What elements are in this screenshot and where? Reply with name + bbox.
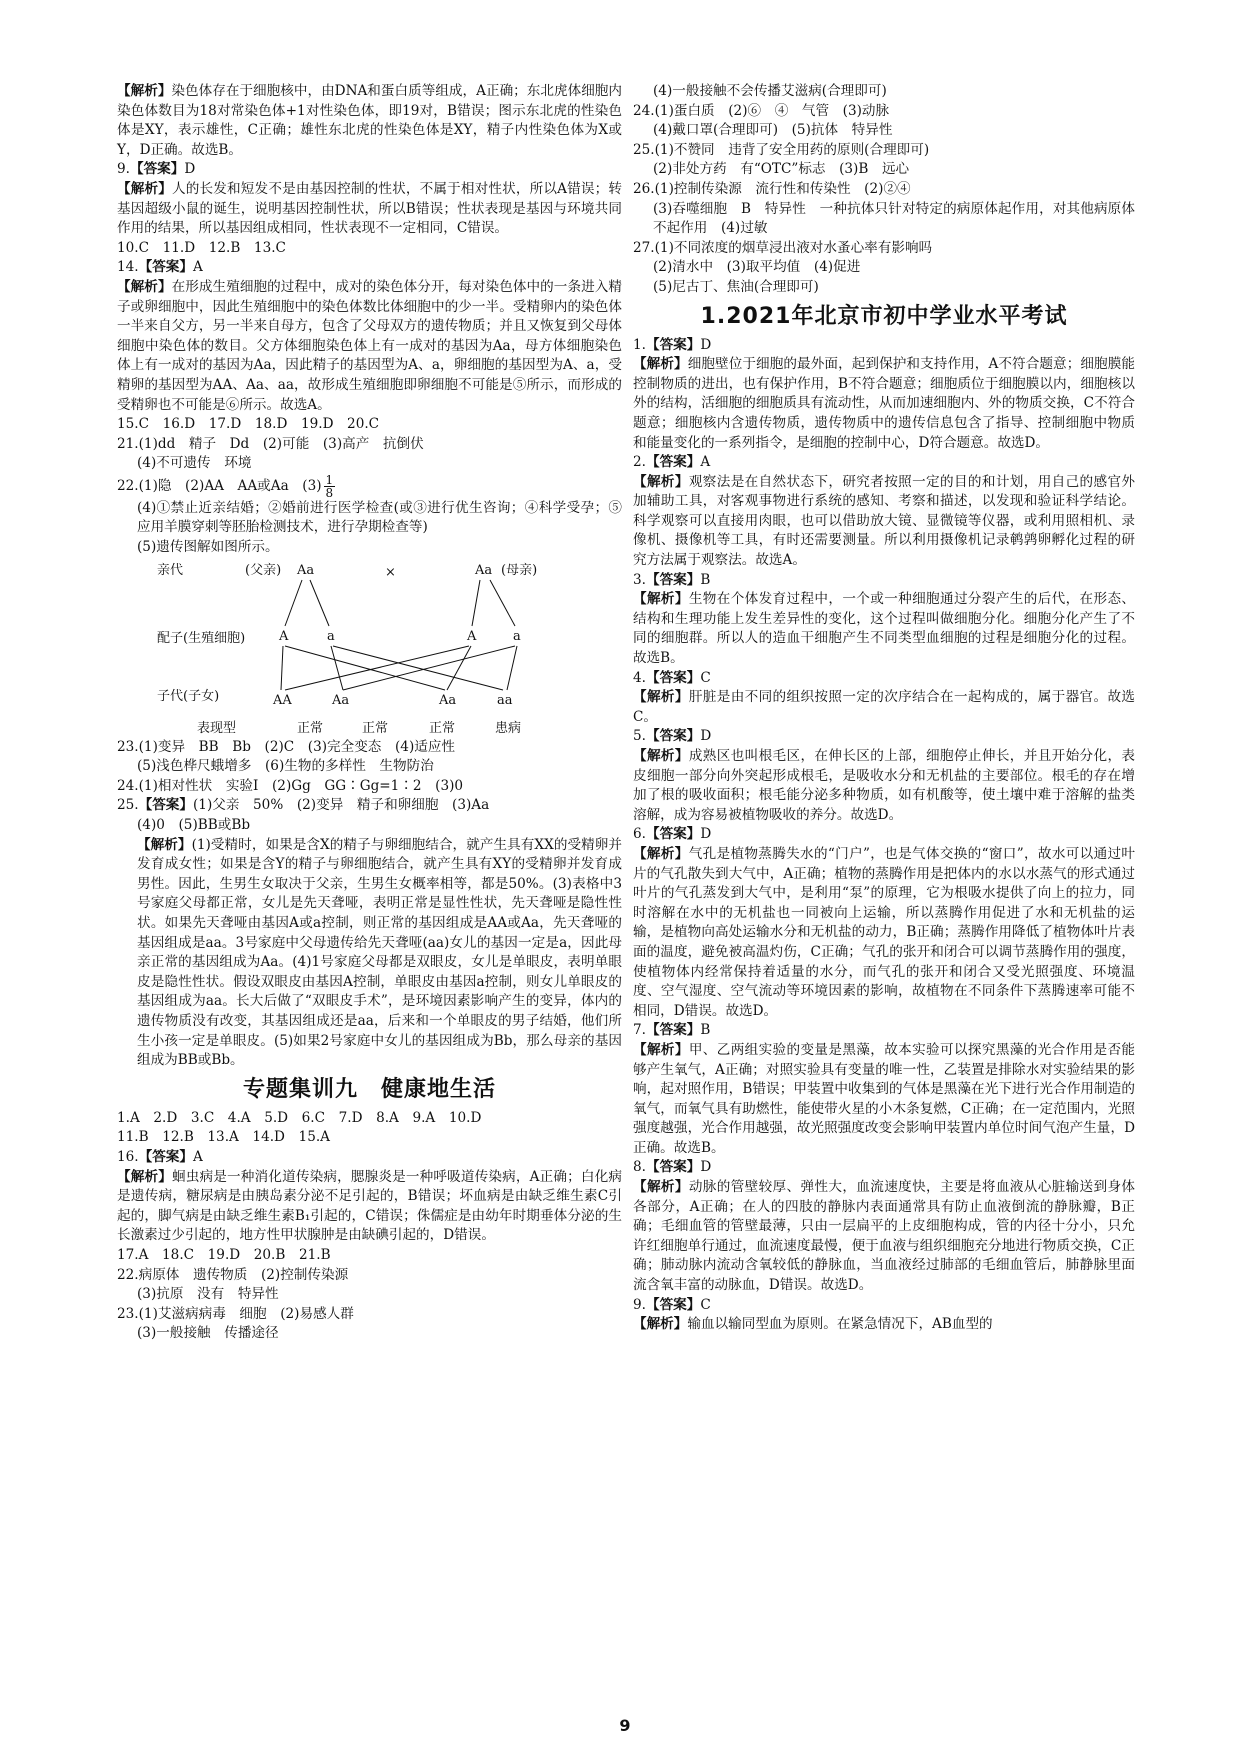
parents-label: 亲代 bbox=[157, 562, 184, 578]
q8-analysis-block bbox=[117, 82, 622, 160]
q14-analysis-block bbox=[117, 278, 622, 415]
r-q26-line2: (3)吞噬细胞 B 特异性 一种抗体只针对特定的病原体起作用，对其他病原体不起作用 (4)过敏 bbox=[653, 200, 1135, 237]
q25-answer-block: 25.【答案】(1)父亲 50% (2)变异 精子和卵细胞 (3)Aa bbox=[117, 797, 490, 814]
q8r-analysis-block bbox=[633, 1178, 1135, 1296]
analysis-tag: 【解析】 bbox=[633, 689, 689, 706]
q8-answer-block: 8.【答案】D bbox=[633, 1159, 712, 1176]
answer-tag: 【答案】 bbox=[129, 161, 185, 178]
r-q27-line3: (5)尼古丁、焦油(合理即可) bbox=[653, 278, 819, 295]
answer-tag: 【答案】 bbox=[645, 826, 701, 843]
q5-answer: D bbox=[700, 728, 712, 745]
q5-analysis-block bbox=[633, 747, 1135, 825]
analysis-tag: 【解析】 bbox=[633, 356, 688, 373]
s9-q23-line1: 23.(1)艾滋病病毒 细胞 (2)易感人群 bbox=[117, 1305, 354, 1322]
arrow-line bbox=[285, 580, 302, 626]
q8r-analysis: 动脉的管壁较厚、弹性大，血流速度快，主要是将血液从心脏输送到身体各部分，A正确；在人的四肢的静脉内表面通常具有防止血液倒流的静脉瓣，B正确；毛细血管的管壁最薄，只由一层扁平的上皮细胞构成，管的内径十分小，只允许红细胞单行通过，血流速度最慢，便于血液与组织细胞充分地进行物质交换，C正确；肺动脉内流动含氧较低的静脉血，当血液经过肺部的毛细血管后，肺静脉里面流含氧丰富的动脉血，D错误。故选D。 bbox=[633, 1179, 1136, 1294]
q1-answer: D bbox=[700, 336, 712, 353]
gamete-a3: A bbox=[467, 628, 477, 644]
q1-analysis: 细胞壁位于细胞的最外面，起到保护和支持作用，A不符合题意；细胞膜能控制物质的进出，也有保护作用，B不符合题意；细胞质位于细胞膜以内，细胞核以外的结构，活细胞的细胞质具有流动性，从而加速细胞内、外的物质交换，C不符合题意；细胞核内含遗传物质，遗传物质中的遗传信息包含了指导、控制细胞中物质和能量变化的一系列指令，是细胞的控制中心，D符合题意。故选D。 bbox=[633, 356, 1135, 451]
q22-line1: 22.(1)隐 (2)AA AA或Aa (3) bbox=[117, 477, 322, 494]
analysis-tag: 【解析】 bbox=[633, 845, 689, 862]
r-q27-line2: (2)清水中 (3)取平均值 (4)促进 bbox=[653, 259, 861, 276]
answer-tag: 【答案】 bbox=[645, 454, 701, 471]
q3-answer-block: 3.【答案】B bbox=[633, 571, 711, 588]
q25-answer: (1)父亲 50% (2)变异 精子和卵细胞 (3)Aa bbox=[193, 797, 490, 814]
fraction-numerator: 1 bbox=[325, 472, 334, 487]
arrow-line bbox=[281, 646, 283, 690]
s9-answers-17-21: 17.A 18.C 19.D 20.B 21.B bbox=[117, 1246, 331, 1263]
section-title-exam: 1.2021年北京市初中学业水平考试 bbox=[700, 303, 1068, 329]
answer-tag: 【答案】 bbox=[138, 797, 193, 814]
q2-analysis: 观察法是在自然状态下，研究者按照一定的目的和计划，用自己的感官外加辅助工具，对客观事物进行系统的感知、考察和描述，以发现和验证科学结论。科学观察可以直接用肉眼，也可以借助放大镜、显微镜等仪器，或利用照相机、录像机、摄像机等工具，有时还需要测量。所以利用摄像机记录鹌鹑卵孵化过程的研究方法属于观察法。故选A。 bbox=[633, 473, 1136, 569]
analysis-tag: 【解析】 bbox=[633, 473, 689, 490]
arrow-line bbox=[507, 646, 517, 690]
q4-answer-block: 4.【答案】C bbox=[633, 669, 711, 686]
fraction-denominator: 8 bbox=[325, 485, 334, 500]
q7-answer: B bbox=[700, 1022, 711, 1039]
q9-answer: D bbox=[184, 161, 196, 178]
s9-q23-line2: (3)一般接触 传播途径 bbox=[137, 1325, 279, 1342]
phenotype-3: 正常 bbox=[429, 720, 456, 736]
analysis-tag: 【解析】 bbox=[137, 836, 192, 853]
arrow-line bbox=[331, 646, 343, 690]
q7-analysis: 甲、乙两组实验的变量是黑藻，故本实验可以探究黑藻的光合作用是否能够产生氧气，A正确；对照实验具有变量的唯一性，乙装置是排除水对实验结果的影响，起对照作用，B错误；甲装置中收集到的气体是黑藻在光下进行光合作用制造的氧气，而氧气具有助燃性，能使带火星的小木条复燃，C正确；在一定范围内，光照强度越强，光合作用越强，故光照强度改变会影响甲装置内单位时间气泡产生量，D正确。故选B。 bbox=[633, 1041, 1136, 1156]
r-q24-line2: (4)戴口罩(合理即可) (5)抗体 特异性 bbox=[653, 122, 893, 139]
gamete-a2: a bbox=[327, 628, 335, 644]
q25-line2: (4)0 (5)BB或Bb bbox=[137, 817, 251, 834]
cross-symbol: × bbox=[385, 564, 396, 580]
q9-analysis: 人的长发和短发不是由基因控制的性状，不属于相对性状，所以A错误；转基因超级小鼠的诞生，说明基因控制性状，所以B错误；性状表现是基因与环境共同作用的结果，所以基因组成相同，性状表现不一定相同，C错误。 bbox=[117, 180, 622, 237]
q9r-answer: C bbox=[700, 1296, 711, 1313]
answer-tag: 【答案】 bbox=[645, 1159, 701, 1176]
q4-analysis-block bbox=[633, 688, 1135, 727]
q9-analysis-block bbox=[117, 180, 622, 239]
fraction bbox=[324, 474, 336, 499]
q25-analysis: (1)受精时，如果是含X的精子与卵细胞结合，就产生具有XX的受精卵并发育成女性；如果是含Y的精子与卵细胞结合，就产生具有XY的受精卵并发育成男性。因此，生男生女取决于父亲，生男生女概率相等，都是50%。(3)表格中3号家庭父母都正常，女儿是先天聋哑，表明正常是显性性状，先天聋哑是隐性性状。如果先天聋哑由基因A或a控制，则正常的基因组成是AA或Aa，先天聋哑的基因组成是aa。3号家庭中父母遗传给先天聋哑(aa)女儿的基因一定是a，因此母亲正常的基因组成为Aa。(4)1号家庭父母都是双眼皮，女儿是单眼皮，表明单眼皮是隐性性状。假设双眼皮由基因A控制，单眼皮由基因a控制，则女儿单眼皮的基因组成为aa。长大后做了“双眼皮手术”，是环境因素影响产生的变异，体内的遗传物质没有改变，其基因组成还是aa，后来和一个单眼皮的男子结婚，他们所生小孩一定是单眼皮。(5)如果2号家庭中女儿的基因组成为Bb，那么母亲的基因组成为BB或Bb。 bbox=[137, 836, 622, 1069]
r-q23-4: (4)一般接触不会传播艾滋病(合理即可) bbox=[653, 83, 887, 99]
gametes-label: 配子(生殖细胞) bbox=[157, 630, 246, 646]
q2-answer-block: 2.【答案】A bbox=[633, 454, 711, 471]
q6-answer: D bbox=[700, 826, 712, 843]
q6-analysis-block bbox=[633, 845, 1135, 1021]
mother-genotype: Aa bbox=[475, 562, 493, 578]
phenotype-label: 表现型 bbox=[197, 720, 237, 736]
child-2: Aa bbox=[332, 692, 350, 708]
analysis-tag: 【解析】 bbox=[633, 1179, 689, 1196]
answer-tag: 【答案】 bbox=[138, 259, 193, 276]
q21-line1: 21.(1)dd 精子 Dd (2)可能 (3)高产 抗倒伏 bbox=[117, 435, 424, 452]
q9r-answer-block: 9.【答案】C bbox=[633, 1296, 711, 1313]
q14-answer-block: 14.【答案】A bbox=[117, 259, 203, 276]
answer-tag: 【答案】 bbox=[645, 571, 701, 588]
r-q26-line1: 26.(1)控制传染源 流行性和传染性 (2)②④ bbox=[633, 180, 911, 197]
q3-analysis-block bbox=[633, 590, 1135, 668]
arrow-line bbox=[285, 646, 445, 690]
child-3: Aa bbox=[439, 692, 457, 708]
r-q27-line1: 27.(1)不同浓度的烟草浸出液对水蚤心率有影响吗 bbox=[633, 239, 933, 256]
q3-analysis: 生物在个体发育过程中，一个或一种细胞通过分裂产生的后代，在形态、结构和生理功能上发生差异性的变化，这个过程叫做细胞分化。细胞分化产生了不同的细胞群。所以人的造血干细胞产生不同类型血细胞的过程是细胞分化的过程。故选B。 bbox=[633, 591, 1136, 667]
q9-answer-block: 9.【答案】D bbox=[117, 161, 196, 178]
analysis-tag: 【解析】 bbox=[633, 591, 689, 608]
arrow-line bbox=[310, 580, 329, 626]
q3-answer: B bbox=[700, 571, 711, 588]
s9-answers-line2: 11.B 12.B 13.A 14.D 15.A bbox=[117, 1129, 330, 1146]
arrow-line bbox=[490, 580, 515, 626]
q6-answer-block: 6.【答案】D bbox=[633, 826, 712, 843]
q1-answer-block: 1.【答案】D bbox=[633, 336, 712, 353]
r-q24-line1: 24.(1)蛋白质 (2)⑥ ④ 气管 (3)动脉 bbox=[633, 102, 890, 119]
q5-analysis: 成熟区也叫根毛区，在伸长区的上部，细胞停止伸长，并且开始分化，表皮细胞一部分向外突起形成根毛，是吸收水分和无机盐的主要部位。根毛的存在增加了根的吸收面积；根毛能分泌多种物质，如有机酸等，使土壤中难于溶解的盐类溶解，成为容易被植物吸收的养分。故选D。 bbox=[633, 748, 1136, 823]
q9r-analysis: 输血以输同型血为原则。在紧急情况下，AB血型的 bbox=[687, 1316, 993, 1333]
phenotype-4: 患病 bbox=[495, 720, 522, 736]
q23-line2: (5)浅色桦尺蛾增多 (6)生物的多样性 生物防治 bbox=[137, 758, 434, 775]
inheritance-diagram bbox=[117, 560, 622, 736]
q14-answer: A bbox=[193, 259, 203, 276]
arrow-line bbox=[285, 646, 469, 690]
answers-15-20: 15.C 16.D 17.D 18.D 19.D 20.C bbox=[117, 416, 380, 433]
analysis-tag: 【解析】 bbox=[117, 1168, 173, 1185]
mother-label: (母亲) bbox=[501, 562, 538, 578]
s9-q22-line2: (3)抗原 没有 特异性 bbox=[137, 1286, 279, 1303]
q2-answer: A bbox=[700, 454, 711, 471]
section-title-9: 专题集训九 健康地生活 bbox=[242, 1076, 496, 1102]
s9-q16-analysis: 蛔虫病是一种消化道传染病，腮腺炎是一种呼吸道传染病，A正确；白化病是遗传病，糖尿病是由胰岛素分泌不足引起的，B错误；坏血病是由缺乏维生素C引起的，脚气病是由缺乏维生素B₁引起的，C错误；侏儒症是由幼年时期垂体分泌的生长激素过少引起的，地方性甲状腺肿是由缺碘引起的，D错误。 bbox=[117, 1168, 622, 1244]
s9-q22-line1: 22.病原体 遗传物质 (2)控制传染源 bbox=[117, 1266, 349, 1283]
left-column bbox=[117, 82, 622, 1344]
r-q25-line2: (2)非处方药 有“OTC”标志 (3)B 远心 bbox=[653, 161, 910, 178]
answer-tag: 【答案】 bbox=[645, 336, 701, 353]
analysis-tag: 【解析】 bbox=[633, 748, 689, 764]
q23-line1: 23.(1)变异 BB Bb (2)C (3)完全变态 (4)适应性 bbox=[117, 738, 456, 755]
q24-line: 24.(1)相对性状 实验Ⅰ (2)Gg GG∶Gg=1∶2 (3)0 bbox=[117, 777, 464, 794]
arrow-line bbox=[472, 580, 480, 626]
gamete-a1: A bbox=[279, 628, 289, 644]
s9-answers-line1: 1.A 2.D 3.C 4.A 5.D 6.C 7.D 8.A 9.A 10.D bbox=[117, 1109, 482, 1126]
gamete-a4: a bbox=[513, 628, 521, 644]
q25-analysis-block bbox=[117, 836, 622, 1071]
answer-tag: 【答案】 bbox=[645, 1296, 701, 1313]
analysis-tag: 【解析】 bbox=[633, 1316, 688, 1333]
answers-10-13: 10.C 11.D 12.B 13.C bbox=[117, 239, 286, 256]
q6-analysis: 气孔是植物蒸腾失水的“门户”，也是气体交换的“窗口”，故水可以通过叶片的气孔散失到大气中，A正确；植物的蒸腾作用是把体内的水以水蒸气的形式通过叶片的气孔蒸发到大气中，是利用“泵”的原理，它为根吸水提供了向上的拉力，同时溶解在水中的无机盐也一同被向上运输，所以蒸腾作用促进了水和无机盐的运输，是植物向高处运输水分和无机盐的动力，B正确；蒸腾作用降低了植物体叶片表面的温度，避免被高温灼伤，C正确；气孔的张开和闭合可以调节蒸腾作用的强度，使植物体内经常保持着适量的水分，而气孔的张开和闭合又受光照强度、环境温度、空气湿度、空气流动等环境因素的影响，故植物在不同条件下蒸腾速率可能不相同，D错误。故选D。 bbox=[633, 845, 1136, 1019]
father-label: (父亲) bbox=[245, 562, 282, 578]
q22-line1-block bbox=[117, 474, 622, 499]
analysis-tag: 【解析】 bbox=[117, 83, 172, 99]
phenotype-2: 正常 bbox=[362, 720, 389, 736]
analysis-tag: 【解析】 bbox=[117, 278, 172, 295]
arrow-line bbox=[333, 646, 503, 690]
q14-analysis: 在形成生殖细胞的过程中，成对的染色体分开，每对染色体中的一条进入精子或卵细胞中，因此生殖细胞中的染色体数比体细胞中的少一半。受精卵内的染色体一半来自父方，另一半来自母方，包含了父母双方的遗传物质；并且又恢复到父母体细胞中染色体的数目。父方体细胞染色体上有一成对的基因为Aa，母方体细胞染色体上有一成对的基因为Aa，因此精子的基因型为A、a，卵细胞的基因型为A、a，受精卵的基因型为AA、Aa、aa，故形成生殖细胞即卵细胞不可能是⑤所示，而形成的受精卵也不可能是⑥所示。故选A。 bbox=[117, 278, 623, 413]
child-1: AA bbox=[273, 692, 292, 708]
q7-analysis-block bbox=[633, 1041, 1135, 1159]
father-genotype: Aa bbox=[297, 562, 315, 578]
s9-q16-answer: A bbox=[193, 1148, 203, 1165]
r-q25-line1: 25.(1)不赞同 违背了安全用药的原则(合理即可) bbox=[633, 141, 930, 158]
answer-tag: 【答案】 bbox=[645, 728, 701, 745]
q9r-analysis-block bbox=[633, 1315, 1135, 1335]
phenotype-1: 正常 bbox=[297, 720, 324, 736]
q22-line2: (4)①禁止近亲结婚；②婚前进行医学检查(或③进行优生咨询；④科学受孕；⑤应用羊膜穿刺等胚胎检测技术，进行孕期检查等) bbox=[137, 499, 622, 536]
q21-line2: (4)不可遗传 环境 bbox=[137, 455, 252, 472]
analysis-tag: 【解析】 bbox=[633, 1041, 689, 1058]
q4-answer: C bbox=[700, 669, 711, 686]
s9-q16-analysis-block bbox=[117, 1168, 622, 1246]
q8-answer: D bbox=[700, 1159, 712, 1176]
answer-tag: 【答案】 bbox=[645, 1022, 701, 1039]
arrow-line bbox=[343, 646, 515, 690]
q5-answer-block: 5.【答案】D bbox=[633, 728, 712, 745]
q4-analysis: 肝脏是由不同的组织按照一定的次序结合在一起构成的，属于器官。故选C。 bbox=[633, 689, 1136, 725]
page-number: 9 bbox=[619, 1716, 631, 1735]
q2-analysis-block bbox=[633, 473, 1135, 571]
right-column bbox=[633, 82, 1135, 1335]
q8-analysis: 染色体存在于细胞核中，由DNA和蛋白质等组成，A正确；东北虎体细胞内染色体数目为18对常染色体+1对性染色体，即19对，B错误；图示东北虎的性染色体是XY，表示雄性，C正确；雄性东北虎的性染色体是XY，精子内性染色体为X或Y，D正确。故选B。 bbox=[117, 83, 622, 158]
q7-answer-block: 7.【答案】B bbox=[633, 1022, 711, 1039]
arrow-line bbox=[447, 646, 471, 690]
s9-q16-answer-block: 16.【答案】A bbox=[117, 1148, 203, 1165]
answer-tag: 【答案】 bbox=[138, 1148, 193, 1165]
answer-tag: 【答案】 bbox=[645, 669, 701, 686]
q1-analysis-block bbox=[633, 355, 1135, 453]
offspring-label: 子代(子女) bbox=[157, 688, 220, 704]
analysis-tag: 【解析】 bbox=[117, 180, 173, 197]
child-4: aa bbox=[497, 692, 513, 708]
q22-line3: (5)遗传图解如图所示。 bbox=[137, 539, 279, 556]
